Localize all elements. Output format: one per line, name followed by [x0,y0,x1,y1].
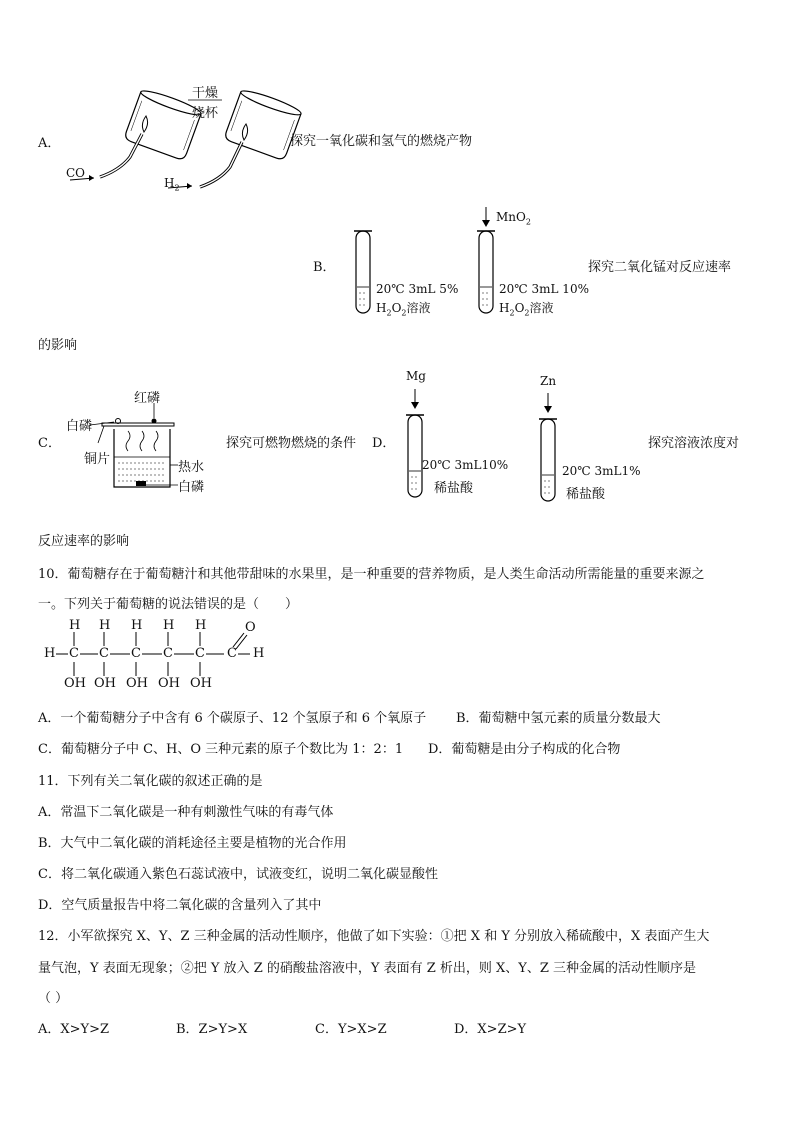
q12-option-d[interactable]: D．X>Z>Y [454,1022,527,1037]
label-red-phosphorus: 红磷 [134,391,161,406]
q11-stem: 11．下列有关二氧化碳的叙述正确的是 [38,774,263,789]
label-h2: $H_2$ [164,176,180,193]
group-oh: OH [190,676,212,691]
tube-d2-label-1: 20℃ 3mL1% [562,464,641,478]
option-b-desc: 探究二氧化锰对反应速率 [588,260,732,275]
atom-c: C [195,646,205,661]
q11-option-d[interactable]: D．空气质量报告中将二氧化碳的含量列入了其中 [38,898,322,913]
label-white-phosphorus-bottom: 白磷 [178,480,205,495]
atom-c: C [69,646,79,661]
option-c-desc: 探究可燃物燃烧的条件 [226,436,357,451]
q10-option-b[interactable]: B．葡萄糖中氢元素的质量分数最大 [456,711,661,726]
atom-h: H [163,618,175,633]
q10-stem-2: 一。下列关于葡萄糖的说法错误的是（ ） [38,597,299,612]
option-a-desc: 探究一氧化碳和氢气的燃烧产物 [290,134,473,149]
option-b-letter: B． [313,260,336,275]
atom-c: C [131,646,141,661]
glucose-structure [40,618,280,694]
label-white-phosphorus-top: 白磷 [66,419,93,434]
group-oh: OH [126,676,148,691]
tube-d2-label-2: 稀盐酸 [566,487,606,502]
atom-h: H [99,618,111,633]
atom-c: C [99,646,109,661]
atom-h: H [69,618,81,633]
q12-stem-1: 12．小军欲探究 X、Y、Z 三种金属的活动性顺序，他做了如下实验：①把 X 和 Y 分别放入稀硫酸中，X 表面产生大 [38,929,710,944]
flame-1 [142,116,147,132]
option-c-letter: C． [38,436,61,451]
q11-option-b[interactable]: B．大气中二氧化碳的消耗途径主要是植物的光合作用 [38,836,347,851]
q12-option-b[interactable]: B．Z>Y>X [176,1022,248,1037]
q12-stem-2: 量气泡，Y 表面无现象；②把 Y 放入 Z 的硝酸盐溶液中，Y 表面有 Z 析出，则 X、Y、Z 三种金属的活动性顺序是 [38,961,697,976]
group-oh: OH [94,676,116,691]
label-zn: Zn [540,374,557,388]
tube-d1-label-1: 20℃ 3mL10% [422,458,509,472]
atom-h: H [253,646,265,661]
group-oh: OH [64,676,86,691]
option-d-desc-cont: 反应速率的影响 [38,534,130,549]
test-tubes-d [400,385,570,505]
tube-b1-label-2: $H_2O_2$溶液 [376,301,431,318]
atom-c: C [227,646,237,661]
atom-h: H [44,646,56,661]
q10-option-d[interactable]: D．葡萄糖是由分子构成的化合物 [428,742,621,757]
gas-tube-1 [100,134,142,177]
label-dry-beaker-1: 干燥 [192,86,219,101]
label-mno2: MnO$_2$ [496,210,531,227]
option-b-desc-cont: 的影响 [38,338,78,353]
tube-d1-label-2: 稀盐酸 [434,481,474,496]
tube-b2-label-2: $H_2O_2$溶液 [499,301,554,318]
tube-b2-label-1: 20℃ 3mL 10% [499,282,589,296]
atom-c: C [163,646,173,661]
gas-tube-2 [200,142,242,187]
label-co: CO [66,166,86,180]
group-oh: OH [158,676,180,691]
q12-option-c[interactable]: C．Y>X>Z [315,1022,387,1037]
q10-option-c[interactable]: C．葡萄糖分子中 C、H、O 三种元素的原子个数比为 1：2：1 [38,742,404,757]
tube-b1-label-1: 20℃ 3mL 5% [376,282,459,296]
q10-stem-1: 10．葡萄糖存在于葡萄糖汁和其他带甜味的水果里，是一种重要的营养物质，是人类生命活动所需能量的重要来源之 [38,567,705,582]
label-dry-beaker-2: 烧杯 [192,106,219,121]
option-d-desc: 探究溶液浓度对 [648,436,740,451]
atom-h: H [131,618,143,633]
atom-o: O [245,620,256,635]
atom-h: H [195,618,207,633]
q12-option-a[interactable]: A．X>Y>Z [38,1022,110,1037]
beaker-2 [224,87,303,161]
label-mg: Mg [406,369,426,383]
flame-2 [242,124,247,140]
option-a-letter: A． [38,136,61,151]
label-hot-water: 热水 [178,460,205,475]
option-d-letter: D． [372,436,396,451]
label-copper-plate: 铜片 [84,452,111,467]
q11-option-a[interactable]: A．常温下二氧化碳是一种有刺激性气味的有毒气体 [38,805,334,820]
q12-stem-3: （ ） [38,991,69,1006]
q11-option-c[interactable]: C．将二氧化碳通入紫色石蕊试液中，试液变红，说明二氧化碳显酸性 [38,867,438,882]
q10-option-a[interactable]: A．一个葡萄糖分子中含有 6 个碳原子、12 个氢原子和 6 个氧原子 [38,711,427,726]
